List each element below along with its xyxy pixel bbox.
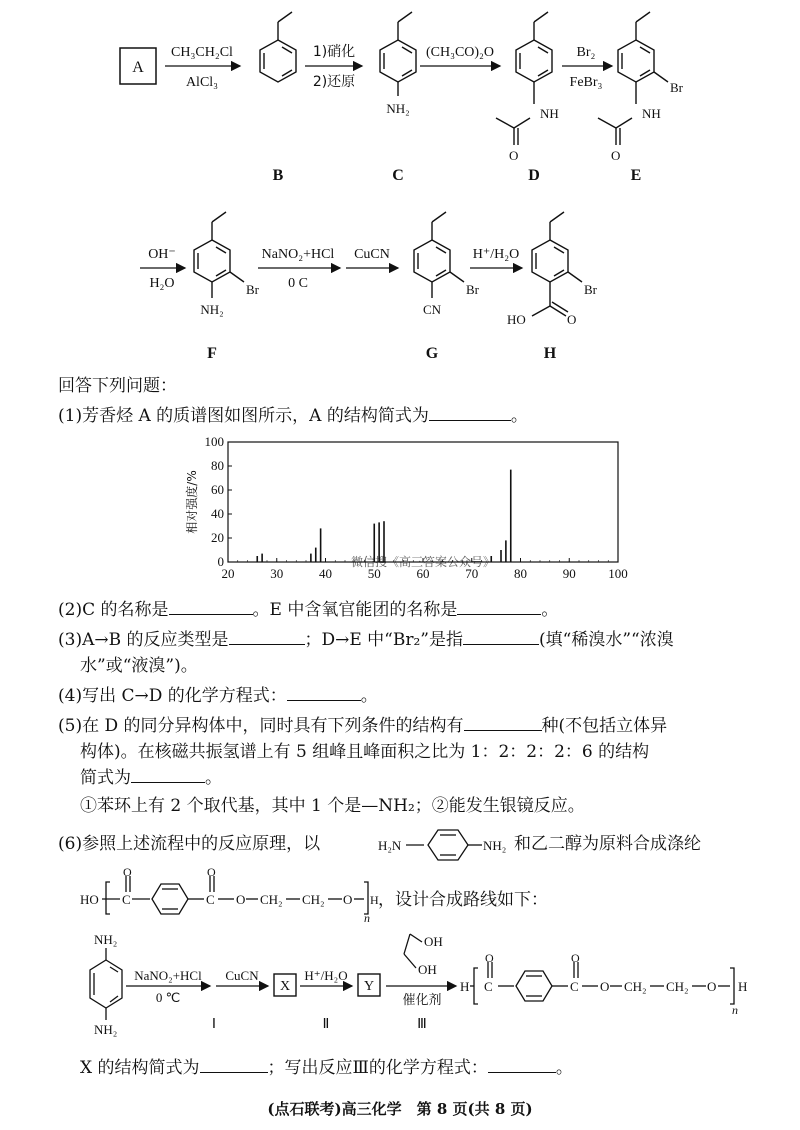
q6-final-end: 。 [555,1058,573,1078]
q5-conditions: ①苯环上有 2 个取代基，其中 1 个是—NH₂；②能发生银镜反应。 [80,796,585,816]
q5-blank-1[interactable] [464,712,542,731]
q6-text-b: 和乙二醇为原料合成涤纶 [514,834,701,854]
q4-text: (4)写出 C→D 的化学方程式： [58,686,287,706]
x-tick-label: 100 [608,566,628,581]
q2-blank-1[interactable] [169,596,253,615]
poly-c1: C [122,892,131,907]
h-ho: HO [507,312,526,327]
structure-b [260,12,296,82]
poly-n: n [364,911,370,925]
reagent-cd-top: (CH₃CO)₂O [425,45,495,60]
label-f: F [207,345,217,362]
route-prod-c2: C [570,979,579,994]
x-tick-label: 40 [319,566,332,581]
y-tick-label: 80 [211,458,224,473]
route-prod-o2: O [571,951,580,965]
q2-text-b: 。E 中含氧官能团的名称是 [252,600,458,620]
poly-o3: O [236,892,246,907]
poly-o4: O [343,892,353,907]
question-6-final [80,1054,573,1082]
h-o: O [567,312,577,327]
poly-o2: O [207,866,216,879]
d-o: O [509,148,519,163]
q1-blank[interactable] [429,402,511,421]
structure-e [598,12,668,145]
q5-text-d: 简式为 [80,768,131,788]
route-step3-top: H⁺/H₂O [304,968,348,983]
p-phenylenediamine [376,824,514,864]
y-axis-label: 相对强度/% [185,470,199,534]
q1-end: 。 [510,406,528,426]
x-tick-label: 50 [367,566,381,581]
f-br: Br [246,282,259,297]
structure-f [194,212,244,298]
e-o: O [611,148,621,163]
question-5 [58,712,667,740]
route-prod-ch2b: CH₂ [666,979,689,994]
label-e: E [630,167,642,184]
q6-final-b: ；写出反应Ⅲ的化学方程式： [267,1058,488,1078]
route-prod-o4: O [707,979,717,994]
q5-text-a: (5)在 D 的同分异构体中，同时具有下列条件的结构有 [58,716,464,736]
route-nh2-bottom: NH₂ [94,1022,118,1037]
reagent-bc-top: 1)硝化 [312,44,356,60]
q5-end: 。 [205,768,222,788]
q4-end: 。 [360,686,378,706]
reagent-ef-bottom: H₂O [149,276,175,291]
q3-blank-2[interactable] [463,626,539,645]
structure-g [414,212,464,298]
reagent-fg1-top: NaNO₂+HCl [261,247,335,262]
route-prod-h2: H [738,979,748,994]
route-prod-o1: O [485,951,494,965]
box-a-label: A [132,59,144,76]
q3-text-a: (3)A→B 的反应类型是 [58,630,229,650]
route-x-label: X [279,979,291,994]
q4-blank[interactable] [287,682,361,701]
q6-blank-1[interactable] [200,1054,268,1073]
q2-blank-2[interactable] [457,596,541,615]
structure-c [380,12,416,96]
x-tick-label: 70 [465,566,479,581]
y-tick-label: 20 [211,530,224,545]
route-step2-top: CuCN [225,968,259,983]
poly-h: H [370,893,379,907]
reagent-fg1-bottom: 0 C [288,276,308,291]
q1-text: (1)芳香烃 A 的质谱图如图所示，A 的结构简式为 [58,406,429,426]
poly-c2: C [206,892,215,907]
pda-nh2: NH₂ [483,838,507,853]
route-step-ii: Ⅱ [322,1017,330,1032]
scheme-row-1 [0,0,800,190]
e-nh: NH [642,106,661,121]
q5-line-d [80,764,222,792]
chart-watermark: 微信搜《高三答案公众号》 [350,555,496,569]
question-2 [58,596,558,624]
y-tick-label: 40 [211,506,224,521]
structure-h [532,212,582,316]
synthesis-route [60,924,780,1044]
q5-blank-2[interactable] [131,764,205,783]
route-prod-o3: O [600,979,610,994]
route-y-label: Y [363,979,375,994]
q5-text-b: 种(不包括立体异 [541,716,668,736]
reagent-de-bottom: FeBr₃ [569,75,603,90]
route-step1-bottom: 0 ℃ [155,990,181,1005]
c-nh2: NH₂ [386,101,410,116]
q6-route-text: ，设计合成路线如下： [378,890,548,910]
q3-text-c: (填“稀溴水”“浓溴 [539,630,674,650]
reagent-gh-top: H⁺/H₂O [472,247,520,262]
route-step1-top: NaNO₂+HCl [134,968,202,983]
route-step4-bottom: 催化剂 [402,993,442,1008]
poly-o1: O [123,866,132,879]
question-4 [58,682,378,710]
pda-h2n: H₂N [378,838,402,853]
label-g: G [425,345,439,362]
route-step-iii: Ⅲ [417,1017,427,1032]
label-b: B [272,167,284,184]
e-br: Br [670,80,683,95]
q6-text-a: (6)参照上述流程中的反应原理，以 [58,834,321,854]
poly-ch2b: CH₂ [302,892,325,907]
reagent-de-top: Br₂ [576,45,596,60]
x-tick-label: 90 [562,566,576,581]
h-br: Br [584,282,597,297]
q2-end: 。 [541,600,559,620]
page-footer: (点石联考)高三化学 第 8 页(共 8 页) [267,1100,533,1118]
q3-text-d: 水”或“液溴”)。 [80,656,198,676]
y-tick-label: 60 [211,482,224,497]
reagent-ab-top: CH₃CH₂Cl [171,45,233,60]
label-h: H [543,345,557,362]
g-br: Br [466,282,479,297]
route-step-i: Ⅰ [211,1017,217,1032]
q3-blank-1[interactable] [229,626,305,645]
y-tick-label: 0 [217,554,224,569]
route-prod-ch2a: CH₂ [624,979,647,994]
label-c: C [392,167,404,184]
chart-frame [228,442,618,562]
structure-d [496,12,552,145]
x-tick-label: 60 [416,566,430,581]
poly-ho: HO [80,892,99,907]
q3-text-b: ；D→E 中“Br₂”是指 [304,630,464,650]
x-tick-label: 80 [514,566,527,581]
route-nh2-top: NH₂ [94,932,118,947]
mass-spectrum-chart [170,432,640,592]
g-cn: CN [422,302,442,317]
d-nh: NH [540,106,559,121]
x-tick-label: 30 [270,566,284,581]
q2-text-a: (2)C 的名称是 [58,600,169,620]
route-glycol-oh2: OH [418,962,437,977]
route-prod-n: n [732,1003,738,1017]
route-prod-h: H [460,979,470,994]
q6-blank-2[interactable] [488,1054,556,1073]
q5-text-c: 构体)。在核磁共振氢谱上有 5 组峰且峰面积之比为 1：2：2：2：6 的结构 [80,742,650,762]
f-nh2: NH₂ [200,302,224,317]
scheme-row-2 [0,190,800,370]
label-d: D [528,167,540,184]
x-tick-label: 20 [221,566,235,581]
reagent-ef-top: OH⁻ [148,247,176,262]
question-1 [58,402,528,430]
poly-ch2a: CH₂ [260,892,283,907]
reagent-fg2-top: CuCN [354,247,390,262]
y-tick-label: 100 [204,434,224,449]
route-prod-c1: C [484,979,493,994]
route-pda-ring [90,948,122,1020]
q6-final-a: X 的结构简式为 [80,1058,200,1078]
question-3 [58,626,674,654]
reagent-bc-bottom: 2)还原 [312,74,356,90]
questions-intro: 回答下列问题： [58,376,177,396]
reagent-ab-bottom: AlCl₃ [185,75,219,90]
question-6-line-a [58,830,320,858]
route-glycol-oh1: OH [424,934,443,949]
